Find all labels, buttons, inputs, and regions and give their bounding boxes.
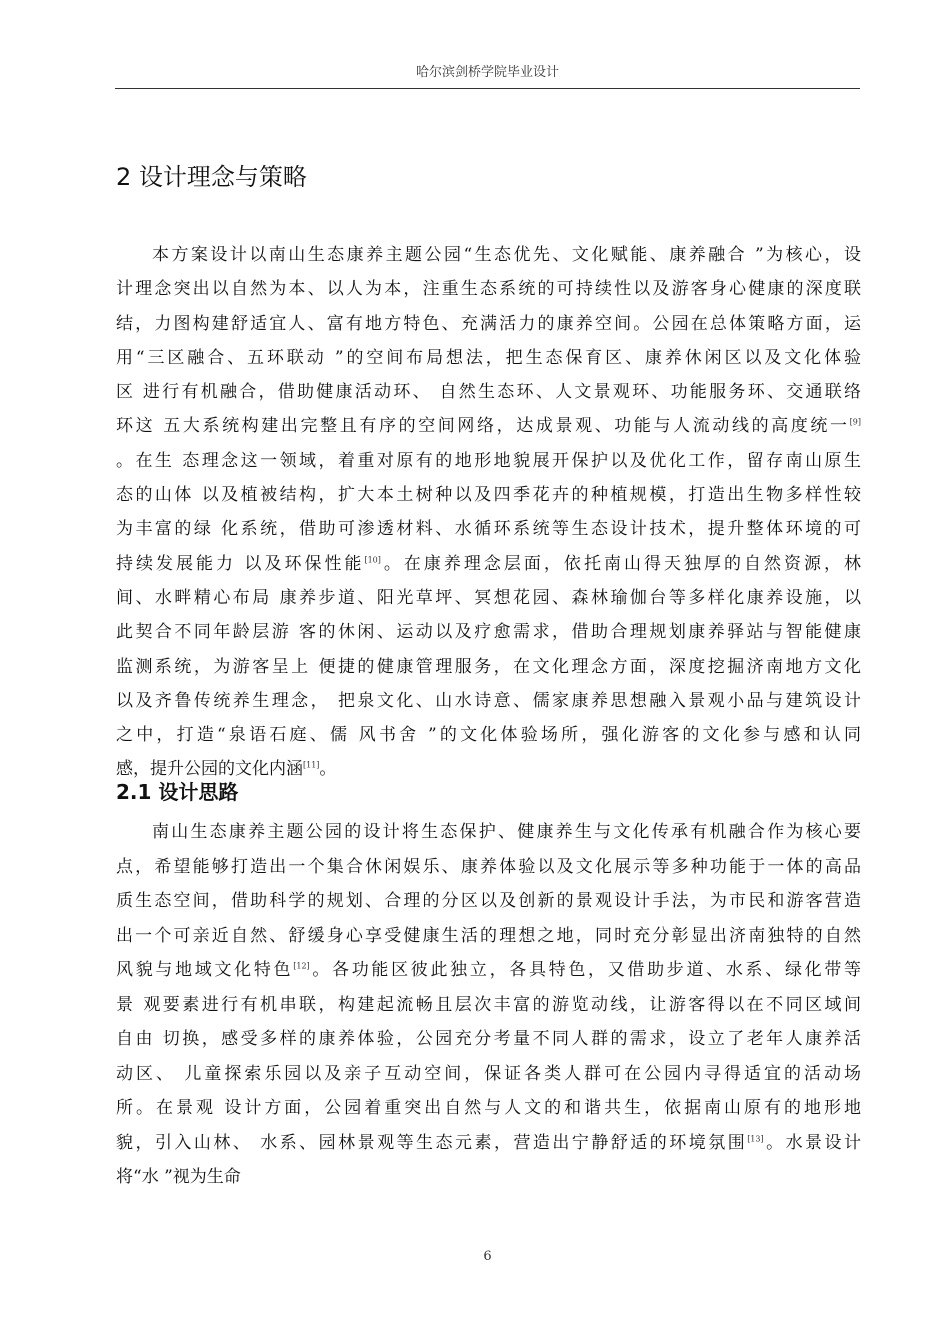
paragraph-line: 出一个可亲近自然、舒缓身心享受健康生活的理想之地，同时充分彰显出济南独特的自然 <box>116 925 861 946</box>
paragraph-line: 为丰富的绿 化系统，借助可渗透材料、水循环系统等生态设计技术，提升整体环境的可 <box>116 519 861 540</box>
paragraph-line-text: 。 <box>319 759 337 780</box>
paragraph-line: 之中，打造“泉语石庭、儒 风书舍 ”的文化体验场所，强化游客的文化参与感和认同 <box>116 725 861 746</box>
paragraph-line: 南山生态康养主题公园的设计将生态保护、健康养生与文化传承有机融合作为核心要 <box>152 822 861 842</box>
paragraph-line: 点，希望能够打造出一个集合休闲娱乐、康养体验以及文化展示等多种功能于一体的高品 <box>116 856 861 877</box>
paragraph-line-text: 持续发展能力 以及环保性能 <box>116 553 365 574</box>
paragraph-line-text: 感，提升公园的文化内涵 <box>116 759 303 780</box>
paragraph-line: 结，力图构建舒适宜人、富有地方特色、充满活力的康养空间。公园在总体策略方面，运 <box>116 313 861 334</box>
paragraph-line: 动区、 儿童探索乐园以及亲子互动空间，保证各类人群可在公园内寻得适宜的活动场 <box>116 1063 861 1084</box>
paragraph-line: 区 进行有机融合，借助健康活动环、 自然生态环、人文景观环、功能服务环、交通联络 <box>116 382 861 403</box>
page-number: 6 <box>483 1249 492 1264</box>
paragraph-line: 景 观要素进行有机串联，构建起流畅且层次丰富的游览动线，让游客得以在不同区域间 <box>116 994 861 1015</box>
paragraph-line: 用“三区融合、五环联动 ”的空间布局想法，把生态保育区、康养休闲区以及文化体验 <box>116 347 861 368</box>
paragraph-line: 监测系统，为游客呈上 便捷的健康管理服务，在文化理念方面，深度挖掘济南地方文化 <box>116 656 861 677</box>
paragraph-line-text: 。在康养理念层面，依托南山得天独厚的自然资源，林 <box>380 553 862 574</box>
paragraph-line: 将“水 ”视为生命 <box>116 1167 241 1187</box>
paragraph-line: 以及齐鲁传统养生理念， 把泉文化、山水诗意、儒家康养思想融入景观小品与建筑设计 <box>116 690 861 711</box>
paragraph-line: 计理念突出以自然为本、以人为本，注重生态系统的可持续性以及游客身心健康的深度联 <box>116 279 861 300</box>
chapter-title: 2 设计理念与策略 <box>116 163 307 191</box>
paragraph-design-concept <box>116 238 861 787</box>
citation-11: [11] <box>303 760 320 770</box>
paragraph-line <box>116 409 861 443</box>
header-rule <box>115 88 860 89</box>
section-title: 2.1 设计思路 <box>116 780 239 804</box>
paragraph-line <box>116 953 861 988</box>
paragraph-line: 本方案设计以南山生态康养主题公园“生态优先、文化赋能、康养融合 ”为核心，设 <box>152 245 861 265</box>
citation-10: [10] <box>364 555 381 565</box>
citation-12: [12] <box>293 961 310 971</box>
paragraph-line <box>116 547 861 581</box>
paragraph-line: 所。在景观 设计方面，公园着重突出自然与人文的和谐共生，依据南山原有的地形地 <box>116 1098 861 1118</box>
paragraph-line-text: 貌，引入山林、 水系、园林景观等生态元素，营造出宁静舒适的环境氛围 <box>116 1132 748 1153</box>
paragraph-line: 间、水畔精心布局 康养步道、阳光草坪、冥想花园、森林瑜伽台等多样化康养设施，以 <box>116 587 861 608</box>
paragraph-line-text: 。水景设计 <box>763 1132 862 1153</box>
running-header: 哈尔滨剑桥学院毕业设计 <box>415 65 559 80</box>
paragraph-line: 此契合不同年龄层游 客的休闲、运动以及疗愈需求，借助合理规划康养驿站与智能健康 <box>116 622 861 643</box>
paragraph-line: 自由 切换，感受多样的康养体验，公园充分考量不同人群的需求，设立了老年人康养活 <box>116 1029 861 1049</box>
paragraph-line: 质生态空间，借助科学的规划、合理的分区以及创新的景观设计手法，为市民和游客营造 <box>116 891 861 911</box>
citation-9: [9] <box>849 417 861 427</box>
paragraph-line <box>116 1126 861 1161</box>
paragraph-line: 。在生 态理念这一领域，着重对原有的地形地貌展开保护以及优化工作，留存南山原生 <box>116 450 861 471</box>
paragraph-line-text: 。各功能区彼此独立，各具特色，又借助步道、水系、绿化带等 <box>309 960 862 980</box>
citation-13: [13] <box>747 1133 764 1143</box>
paragraph-line-text: 风貌与地域文化特色 <box>116 960 294 980</box>
paragraph-design-approach <box>116 815 861 1195</box>
paragraph-line-text: 环这 五大系统构建出完整且有序的空间网络，达成景观、功能与人流动线的高度统一 <box>116 416 850 437</box>
paragraph-line: 态的山体 以及植被结构，扩大本土树种以及四季花卉的种植规模，打造出生物多样性较 <box>116 485 861 506</box>
